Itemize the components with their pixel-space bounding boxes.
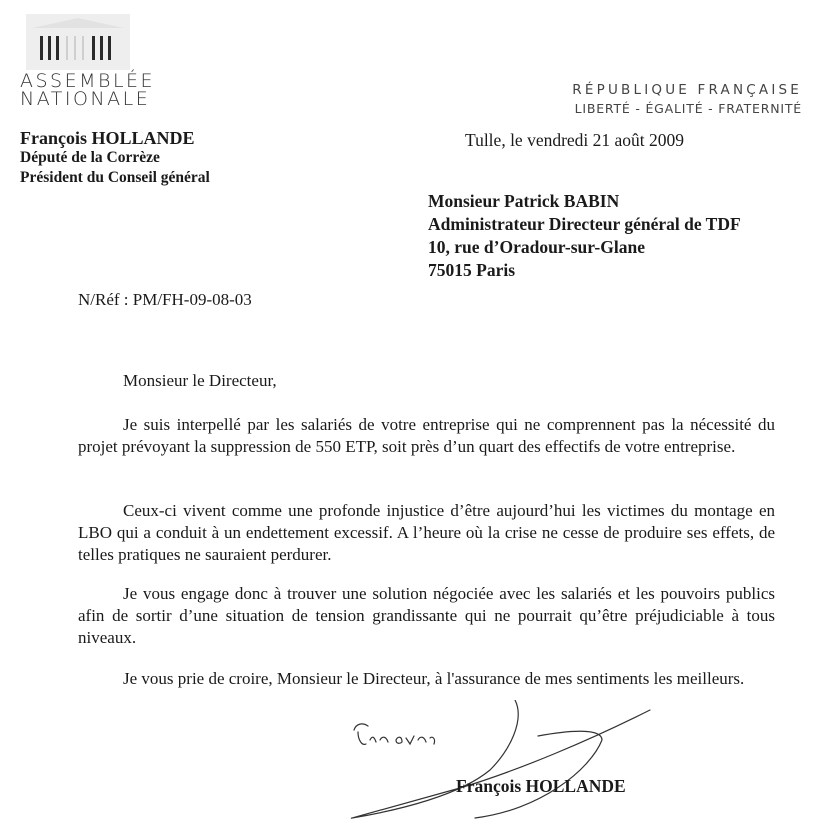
assemblee-nationale-logo (26, 14, 130, 70)
sender-block (20, 128, 210, 188)
sender-name: François HOLLANDE (20, 128, 195, 148)
org-line-1: ASSEMBLÉE (20, 70, 156, 92)
recipient-address (428, 190, 741, 282)
republic-motto: LIBERTÉ - ÉGALITÉ - FRATERNITÉ (574, 101, 802, 116)
recipient-name: Monsieur Patrick BABIN (428, 191, 620, 211)
signatory-name: François HOLLANDE (456, 776, 626, 796)
letter-date: Tulle, le vendredi 21 août 2009 (465, 130, 685, 150)
sender-title-2: Président du Conseil général (20, 169, 210, 186)
reference-number: N/Réf : PM/FH-09-08-03 (78, 290, 252, 309)
republic-header (572, 80, 802, 118)
handwritten-signature (340, 700, 670, 830)
body-paragraph: Je suis interpellé par les salariés de votre entreprise qui ne comprennent pas la nécessité du projet prévoyant la suppression de 550 ETP, soit près d’un quart des effectifs de votre entreprise. (78, 415, 775, 456)
sender-title-1: Député de la Corrèze (20, 149, 160, 166)
body-paragraph: Je vous engage donc à trouver une solution négociée avec les salariés et les pouvoirs publics afin de sortir d’une situation de tension grandissante qui ne pourrait qu’être préjudiciable à tous niveaux. (78, 584, 775, 647)
republic-name: RÉPUBLIQUE FRANÇAISE (572, 82, 802, 98)
signature-scribble-icon (340, 700, 670, 830)
organization-name (20, 72, 155, 108)
recipient-street: 10, rue d’Oradour-sur-Glane (428, 237, 645, 257)
org-line-2: NATIONALE (20, 88, 151, 110)
body-paragraph: Ceux-ci vivent comme une profonde injustice d’être aujourd’hui les victimes du montage en LBO qui a conduit à un endettement excessif. A l’heure où la crise ne cesse de produire ses effets, de telles pratiques ne sauraient perdurer. (78, 501, 775, 564)
recipient-city: 75015 Paris (428, 260, 516, 280)
recipient-title: Administrateur Directeur général de TDF (428, 214, 741, 234)
assemblee-nationale-columns-icon (26, 14, 130, 70)
salutation: Monsieur le Directeur, (123, 371, 277, 390)
closing-paragraph: Je vous prie de croire, Monsieur le Directeur, à l'assurance de mes sentiments les meilleurs. (123, 669, 745, 688)
